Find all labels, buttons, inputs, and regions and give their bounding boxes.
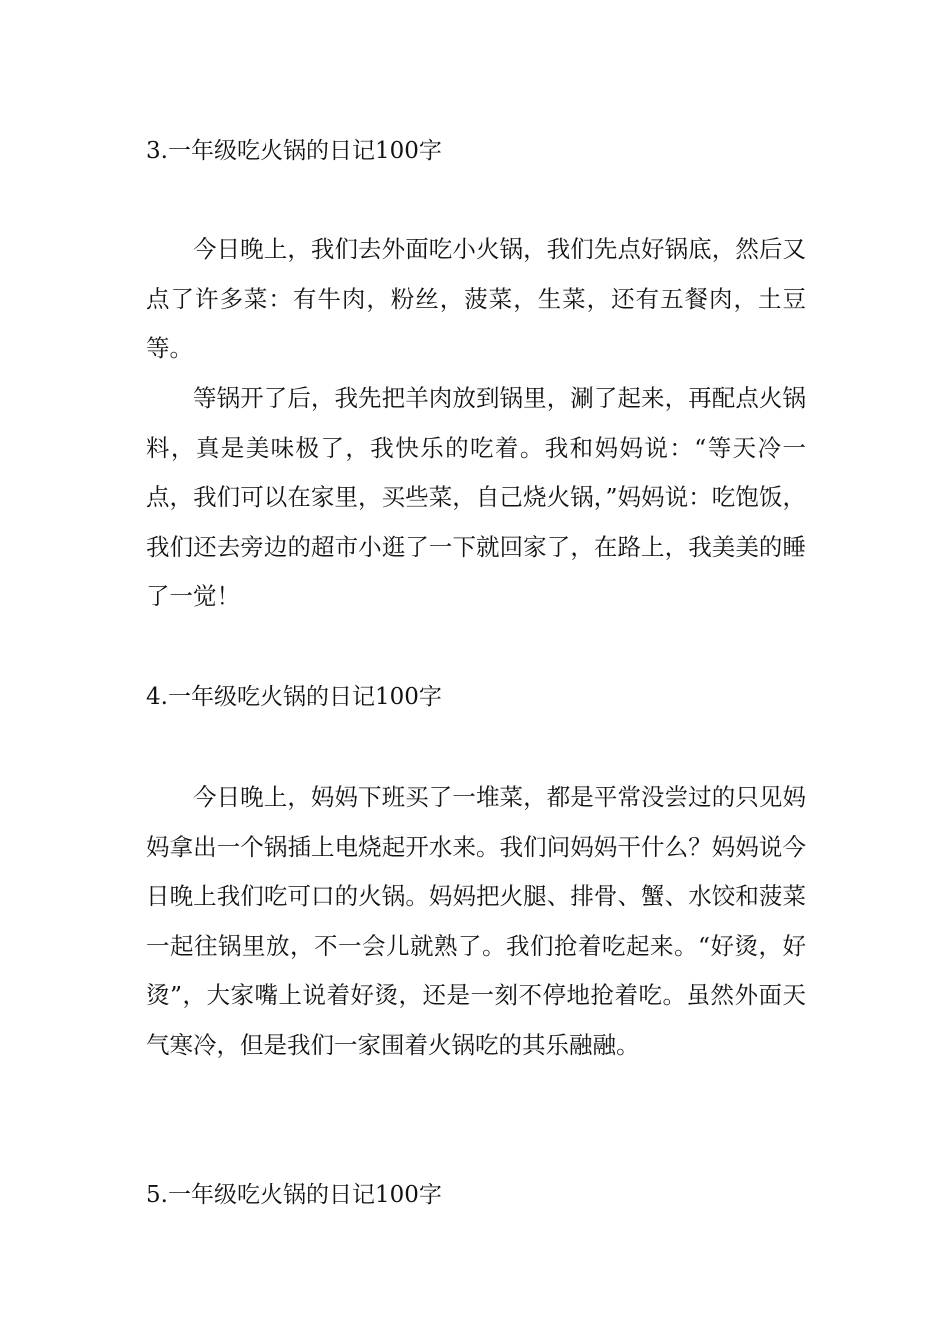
section-4-paragraph-1: 今日晚上，妈妈下班买了一堆菜，都是平常没尝过的只见妈妈拿出一个锅插上电烧起开水来。我们问妈妈干什么？妈妈说今日晚上我们吃可口的火锅。妈妈把火腿、排骨、蟹、水饺和菠菜一起往锅里放，不一会儿就熟了。我们抢着吃起来。“好烫，好烫”，大家嘴上说着好烫，还是一刻不停地抢着吃。虽然外面天气寒冷，但是我们一家围着火锅吃的其乐融融。 <box>146 783 806 1059</box>
section-heading-5: 5.一年级吃火锅的日记100字 <box>146 1182 442 1208</box>
section-3-paragraph-2: 等锅开了后，我先把羊肉放到锅里，涮了起来，再配点火锅料，真是美味极了，我快乐的吃着。我和妈妈说：“等天冷一点，我们可以在家里，买些菜，自己烧火锅，”妈妈说：吃饱饭，我们还去旁边的超市小逛了一下就回家了，在路上，我美美的睡了一觉！ <box>146 384 806 611</box>
section-3-paragraph-1: 今日晚上，我们去外面吃小火锅，我们先点好锅底，然后又点了许多菜：有牛肉，粉丝，菠菜，生菜，还有五餐肉，土豆等。 <box>146 235 806 363</box>
section-heading-4: 4.一年级吃火锅的日记100字 <box>146 684 442 710</box>
section-heading-3: 3.一年级吃火锅的日记100字 <box>146 138 442 164</box>
